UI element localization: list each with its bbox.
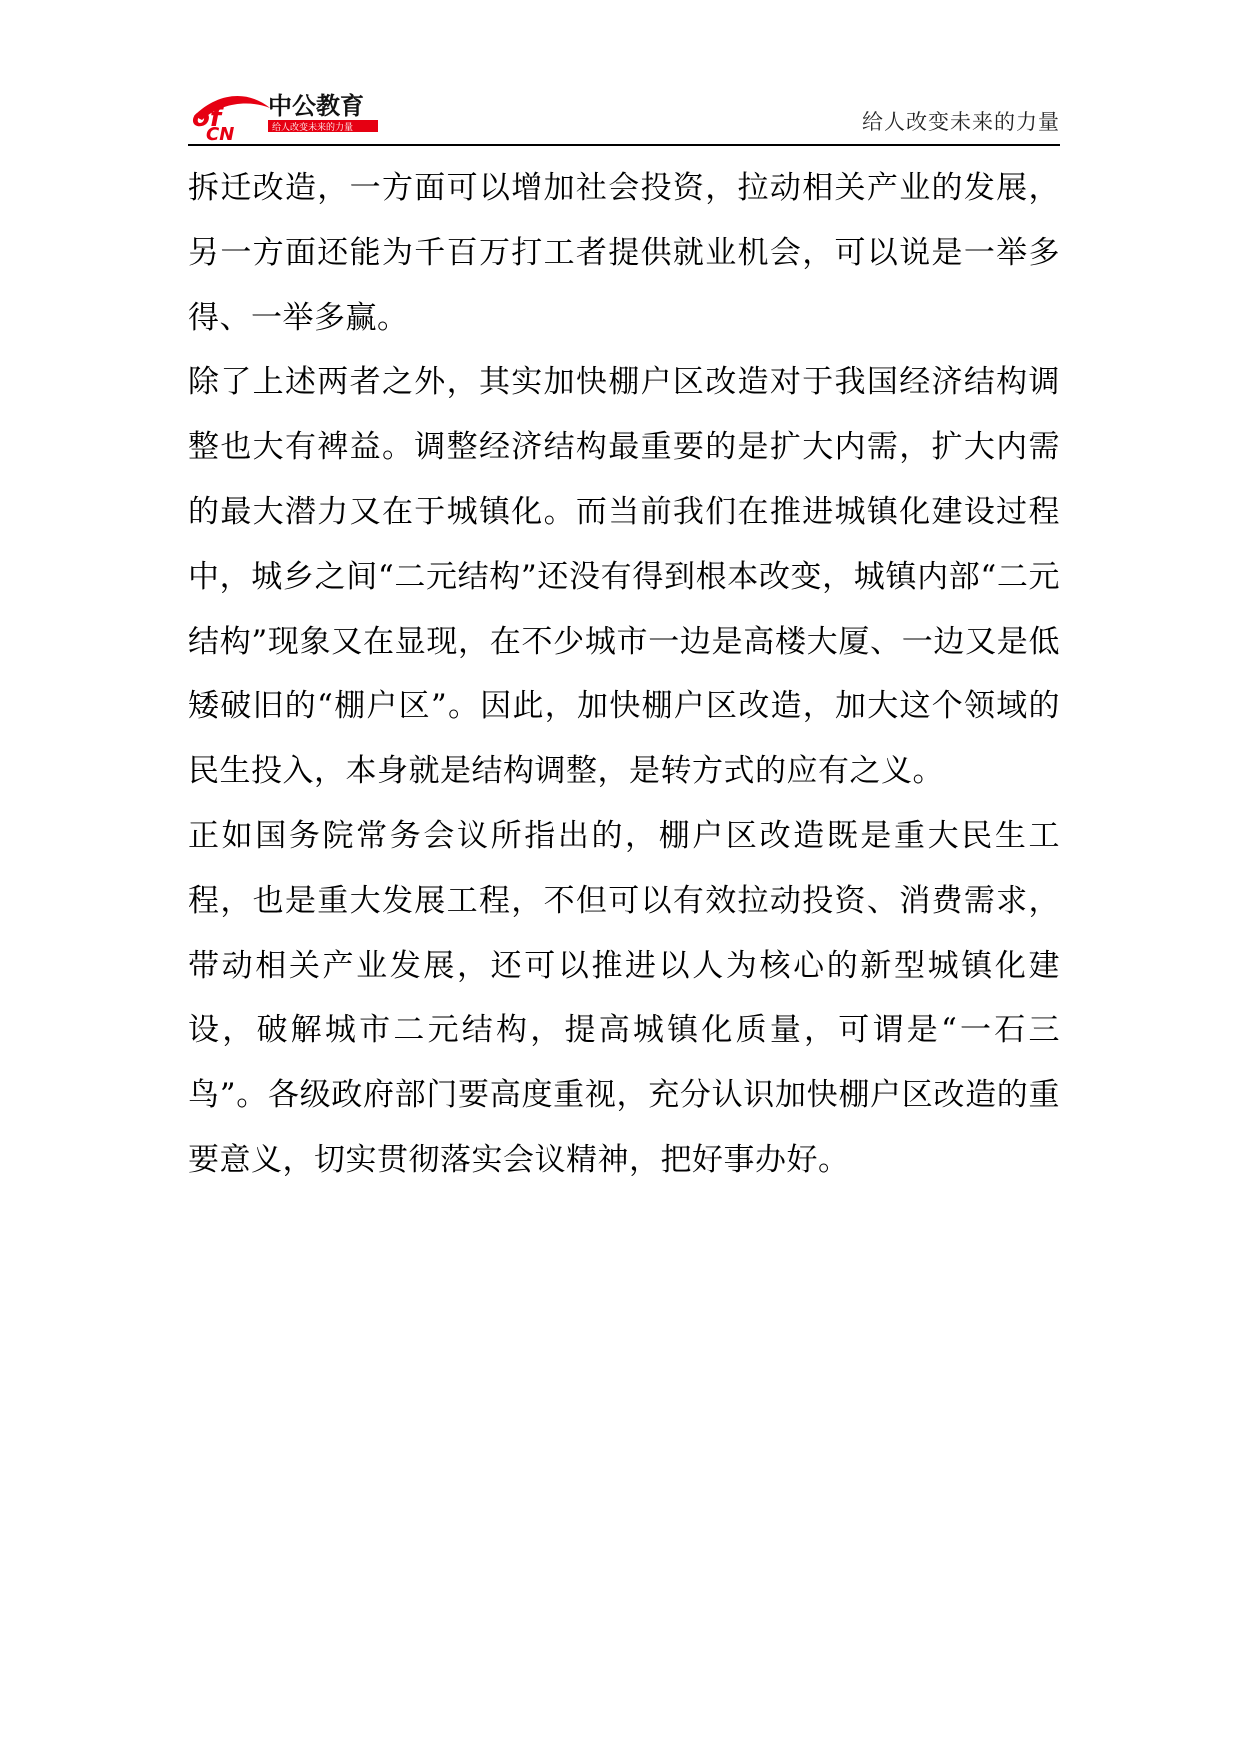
- header-slogan: 给人改变未来的力量: [862, 110, 1060, 134]
- brand-slogan-small: 给人改变未来的力量: [272, 123, 354, 133]
- paragraph: 除了上述两者之外，其实加快棚户区改造对于我国经济结构调整也大有裨益。调整经济结构最重要的是扩大内需，扩大内需的最大潜力又在于城镇化。而当前我们在推进城镇化建设过程中，城乡之间“二元结构”还没有得到根本改变，城镇内部“二元结构”现象又在显现，在不少城市一边是高楼大厦、一边又是低矮破旧的“棚户区”。因此，加快棚户区改造，加大这个领域的民生投入，本身就是结构调整，是转方式的应有之义。: [188, 364, 1060, 790]
- brand-name: 中公教育: [268, 92, 364, 120]
- paragraph: 拆迁改造，一方面可以增加社会投资，拉动相关产业的发展，另一方面还能为千百万打工者提供就业机会，可以说是一举多得、一举多赢。: [188, 170, 1060, 336]
- paragraph: 正如国务院常务会议所指出的，棚户区改造既是重大民生工程，也是重大发展工程，不但可以有效拉动投资、消费需求，带动相关产业发展，还可以推进以人为核心的新型城镇化建设，破解城市二元结构，提高城镇化质量，可谓是“一石三鸟”。各级政府部门要高度重视，充分认识加快棚户区改造的重要意义，切实贯彻落实会议精神，把好事办好。: [188, 817, 1060, 1178]
- page-header: [188, 86, 1060, 146]
- svg-text:of: of: [192, 103, 222, 133]
- document-body: [188, 156, 1060, 1193]
- svg-text:CN: CN: [206, 124, 235, 142]
- offcn-logo: [188, 86, 388, 142]
